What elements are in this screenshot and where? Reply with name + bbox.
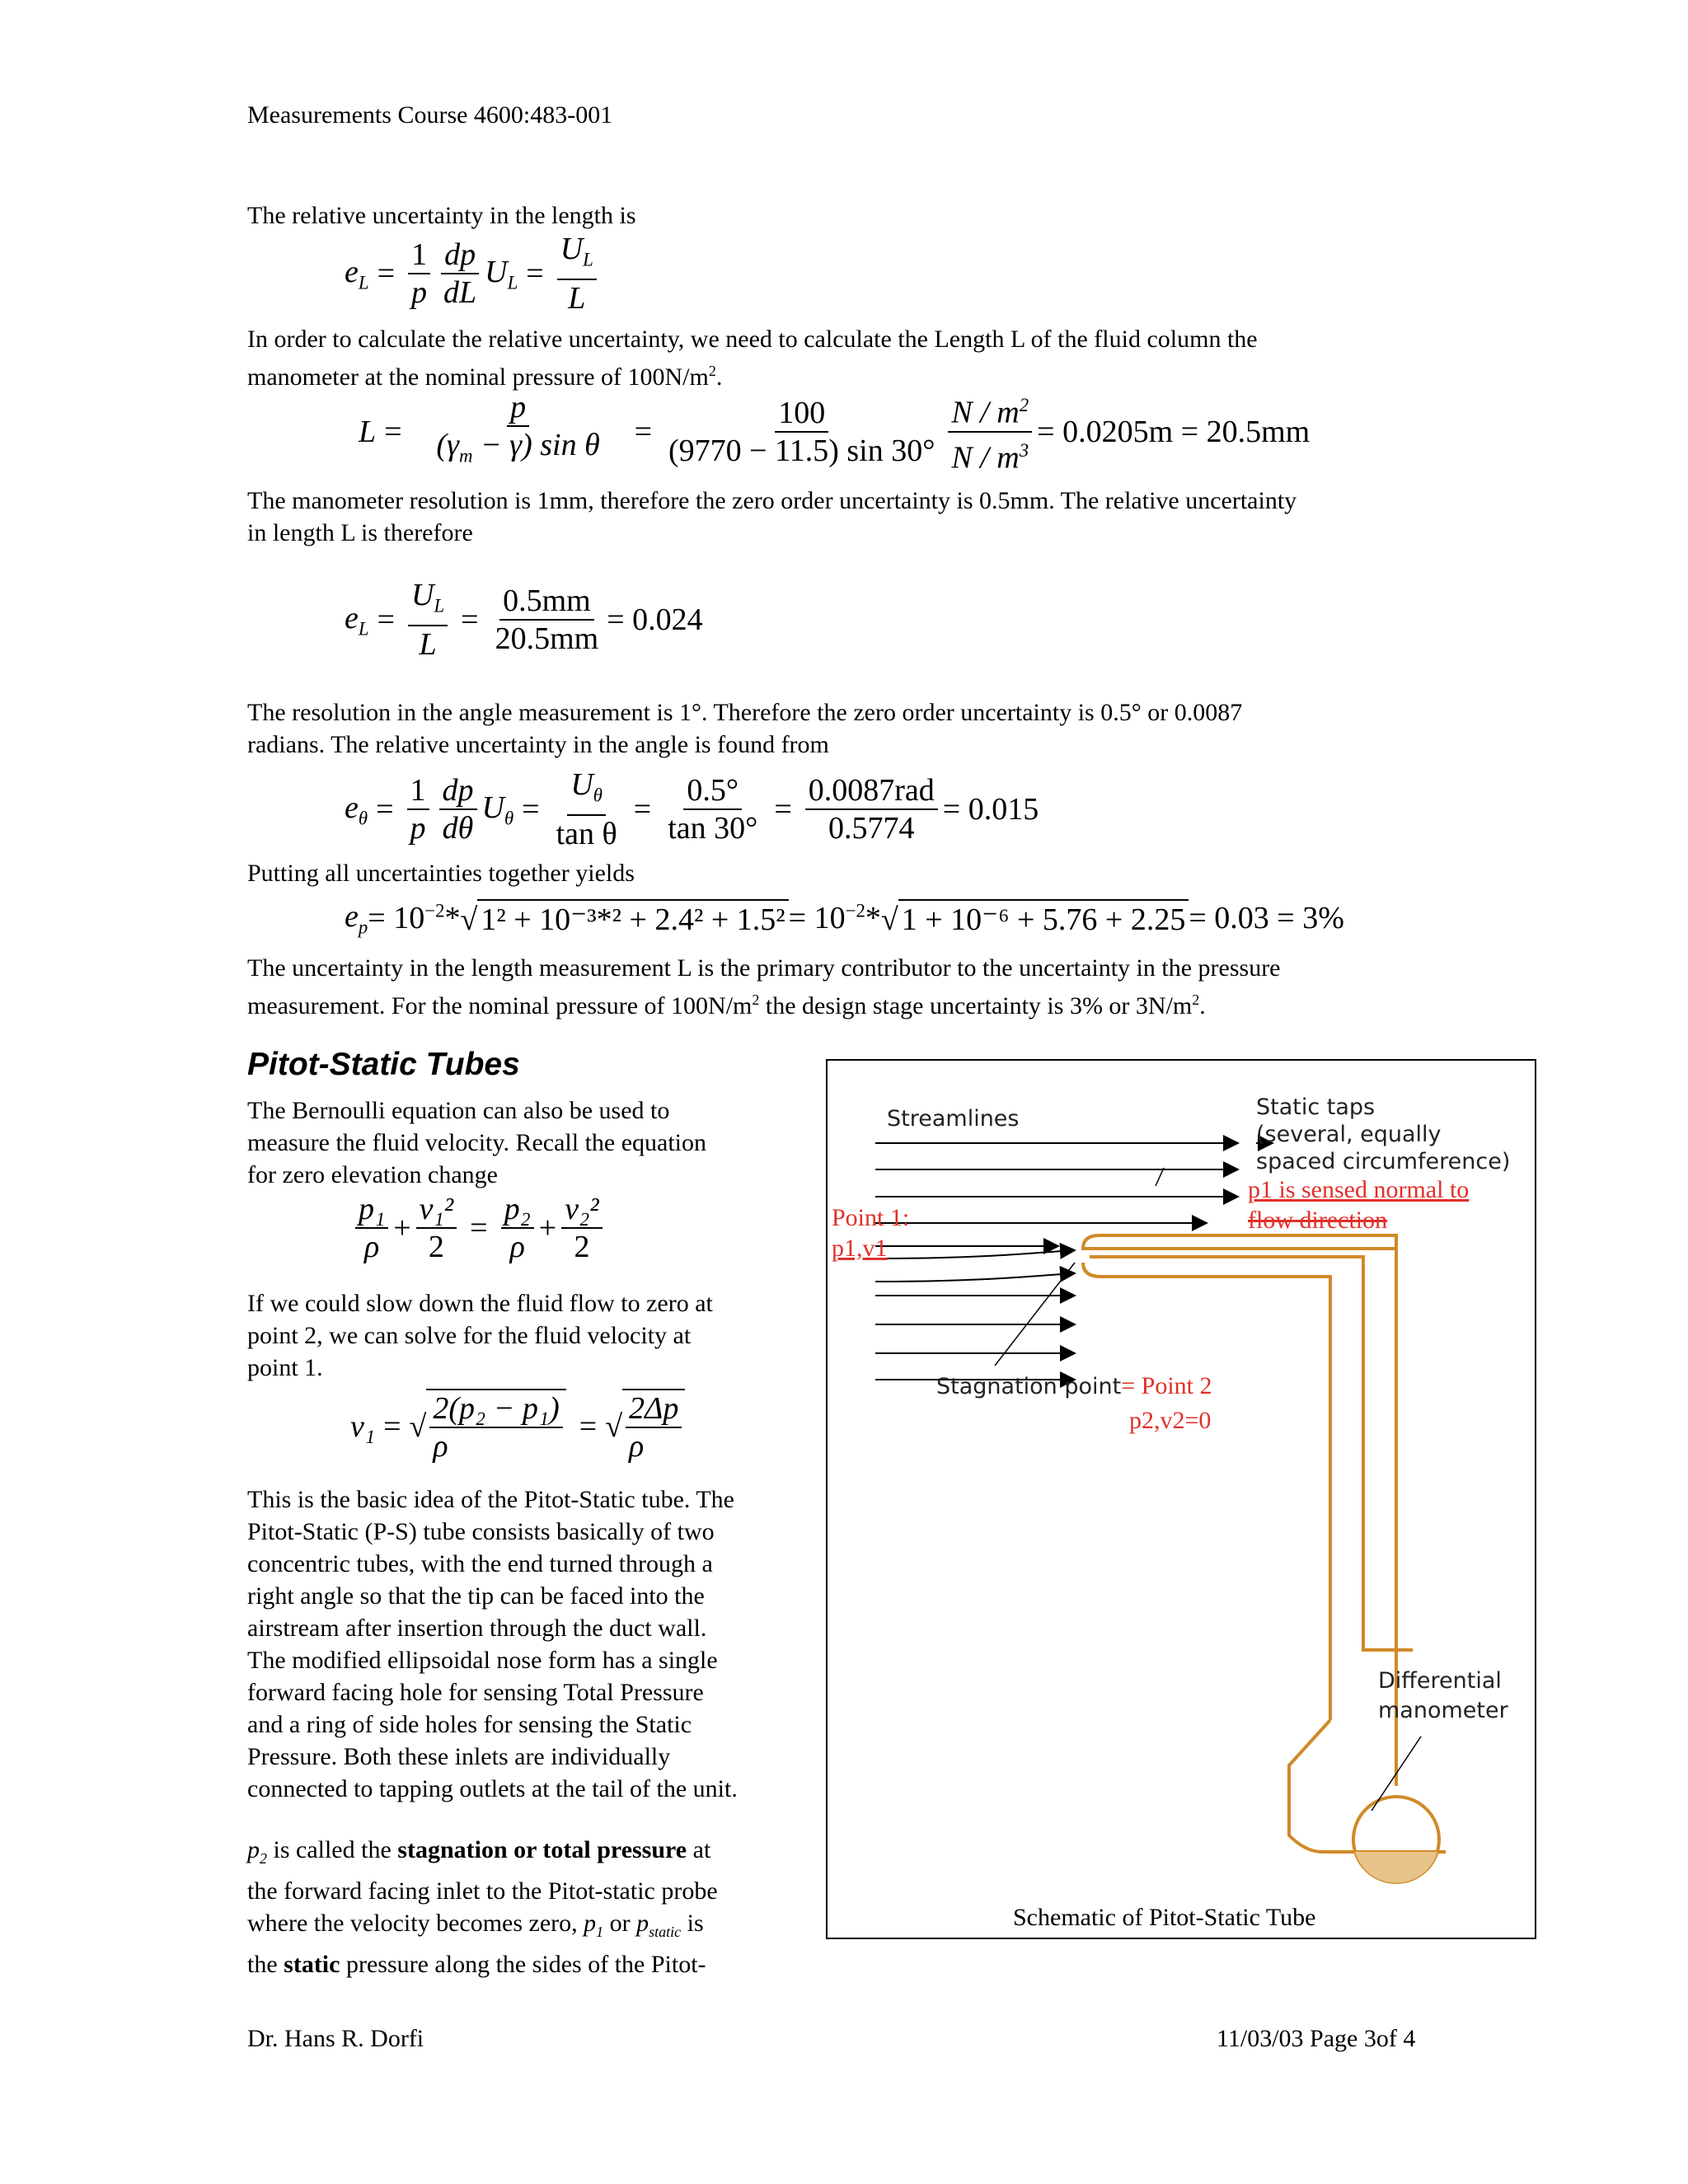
footer-author: Dr. Hans R. Dorfi [247,2025,424,2052]
equation-velocity: v₁ = √ $\frac{\text{2(p₂ − p₁)}}{\rho}$ = √ $\frac{2\Delta p}{\rho}$ [350,1389,690,1465]
label-stagnation-values: p2,v2=0 [1129,1407,1212,1434]
paragraph: In order to calculate the relative uncertainty, we need to calculate the Length L of the fluid column the manometer at the nominal pressure of $100N/m^2$. [247,326,1258,391]
label-p1-note: p1 is sensed normal to flow direction [1248,1176,1470,1234]
manometer-fluid [1355,1852,1437,1883]
outer-tube-top [1083,1235,1396,1249]
streamline [875,1273,1075,1282]
figure-caption: Schematic of Pitot-Static Tube [1013,1904,1316,1931]
pointer-lines [995,1168,1421,1811]
label-streamlines: Streamlines [887,1106,1020,1132]
tube-mid [1090,1257,1363,1638]
label-static-taps: Static taps (several, equally spaced circumference) [1256,1094,1511,1174]
connect [1363,1638,1413,1650]
equation-column-length: L = $\frac{p}{(\gamma_m - \gamma) \sin \theta}$ = $\frac{100}{(9770 - 11.5) \sin 30^\circ}$ $\frac{N / m^2}{N / m^3}$ = 0.0205m = 20.5mm [359,387,1310,476]
section-paragraph: $p_2$ is called the stagnation or total pressure at the forward facing inlet to the Pitot-static probe where the velocity becomes zero, $p_1$ or $p_{static}$ is the static pressure along the sides of the Pitot- [247,1836,718,1978]
outer-tube-top-wall [1100,1235,1396,1638]
section-paragraph: This is the basic idea of the Pitot-Static tube. The Pitot-Static (P-S) tube consists basically of two concentric tubes, with the end turned through a right angle so that the tip can be faced into the airstream after insertion through the duct wall. The modified ellipsoidal nose form has a single forward facing hole for sensing Total Pressure and a ring of side holes for sensing the Static Pressure. Both these inlets are individually connected to tapping outlets at the tail of the unit. [247,1486,738,1802]
footer-page: 11/03/03 Page 3of 4 [1217,2025,1416,2052]
label-point1: Point 1: p1,v1 [832,1204,910,1262]
section-title: Pitot-Static Tubes [247,1047,520,1082]
equation-relative-uncertainty-angle: $e_\theta$ = $\frac{1}{p}$ $\frac{dp}{d\theta}$ $U_\theta$ = $\frac{U_\theta}{\text{tan θ}}$ = $\frac{0.5^\circ}{\tan 30^\circ}$ = $\frac{\text{0.0087rad}}{0.5774}$ = 0.015 [345,767,1039,851]
paragraph: Putting all uncertainties together yields [247,860,635,887]
label-differential-manometer: Differential manometer [1378,1668,1508,1723]
lower-line [1289,1720,1446,1852]
equation-bernoulli: $\frac{\text{p₁}}{\rho}$ + $\frac{\text{v₁²}}{2}$ = $\frac{\text{p₂}}{\rho}$ + $\frac{\text{v₂²}}{2}$ [350,1191,607,1265]
section-paragraph: The Bernoulli equation can also be used to measure the fluid velocity. Recall the equation for zero elevation change [247,1097,707,1188]
pitot-static-figure [826,1059,1536,1939]
streamline-arrows [875,1143,1238,1380]
pitot-tube [1083,1235,1446,1882]
hatch-lines [1091,1235,1396,1638]
label-stagnation: Stagnation point= Point 2 [936,1372,1212,1399]
paragraph: The uncertainty in the length measurement L is the primary contributor to the uncertainty in the pressure measurement. For the nominal pressure of $100N/m^2$ the design stage uncertainty is 3% or $3N/m^2$. [247,954,1281,1019]
equation-relative-uncertainty-length: $e_L$ = $\frac{1}{p}$ $\frac{dp}{dL}$ $U_L$ = $\frac{U_L}{L}$ [345,231,602,316]
equation-relative-uncertainty-value: $e_L$ = $\frac{U_L}{L}$ = $\frac{0.5mm}{20.5mm}$ = 0.024 [345,578,703,662]
static-tap-pointer [1156,1168,1164,1186]
paragraph: The resolution in the angle measurement is 1°. Therefore the zero order uncertainty is 0.5° or 0.0087 radians. The relative uncertainty in the angle is found from [247,699,1243,758]
paragraph: The manometer resolution is 1mm, therefore the zero order uncertainty is 0.5mm. The relative uncertainty in length L is therefore [247,487,1297,546]
section-paragraph: If we could slow down the fluid flow to zero at point 2, we can solve for the fluid velocity at point 1. [247,1290,713,1381]
inner-tube [1083,1263,1330,1638]
paragraph: The relative uncertainty in the length is [247,202,636,229]
equation-total-uncertainty: $e_p$ = $10^{-2}$ * √ 1² + 10⁻³*² + 2.4² + 1.5² = $10^{-2}$ * √ 1 + 10⁻⁶ + 5.76 + 2.25 = 0.03 = 3% [345,899,1344,938]
page-header: Measurements Course 4600:483-001 [247,101,613,129]
